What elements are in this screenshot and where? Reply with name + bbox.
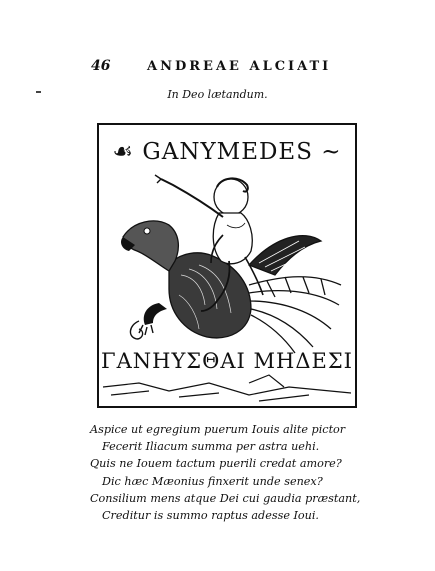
woodcut-title: ☙ GANYMEDES ~ [112,139,342,165]
ground-hatching [103,375,351,401]
woodcut-greek-inscription: ΓΑΝΗΥΣΘΑΙ ΜΗΔΕΣΙ [101,349,353,373]
verse-line: Aspice ut egregium puerum Iouis alite pictor [90,423,346,436]
woodcut-frame [97,123,357,408]
emblem-motto: In Deo lætandum. [167,88,268,101]
page-header [91,58,357,76]
eagle-eye [144,228,150,234]
verse-line: Fecerit Iliacum summa per astra uehi. [102,440,320,454]
epigram-verse [90,421,390,524]
flourish [130,321,142,339]
running-head: ANDREAE ALCIATI [147,59,332,74]
eagle-tail [249,277,341,353]
eagle-body [169,253,251,338]
eagle-leg [144,303,167,325]
verse-line: Quis ne Iouem tactum puerili credat amore? [90,457,342,471]
page-number: 46 [91,58,111,74]
verse-line: Dic hæc Mæonius finxerit unde senex? [102,474,323,488]
verse-line: Consilium mens atque Dei cui gaudia præstant, [90,491,361,505]
verse-line: Creditur is summo raptus adesse Ioui. [102,509,319,523]
eagle-wing [249,236,321,275]
